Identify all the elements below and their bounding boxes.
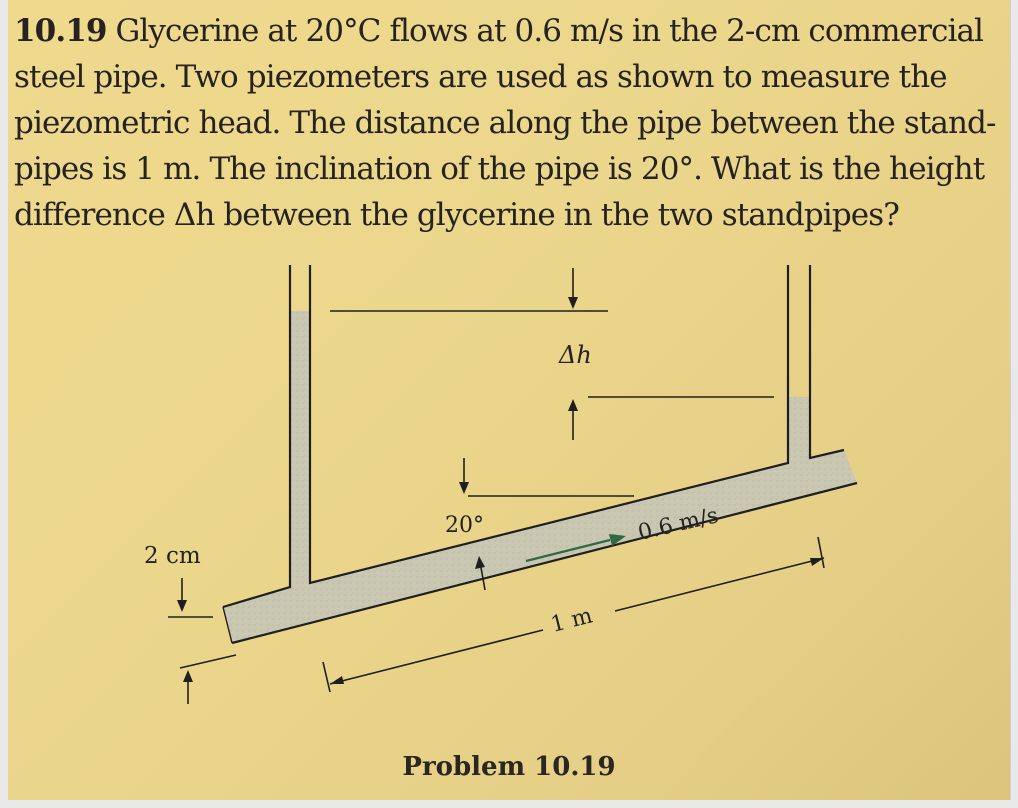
glycerine-fluid: [223, 311, 857, 643]
figure-caption: Problem 10.19: [402, 752, 616, 782]
angle-top-arrowhead: [459, 482, 469, 494]
head-reference-lines: [330, 311, 774, 496]
diameter-top-arrowhead: [177, 600, 187, 612]
textbook-page: [8, 0, 1011, 800]
problem-line-3: piezometric head. The distance along the pipe between the stand-: [14, 105, 996, 141]
problem-line-2: steel pipe. Two piezometers are used as shown to measure the: [14, 59, 947, 95]
dh-bottom-arrowhead: [568, 399, 578, 411]
length-left-tick: [323, 662, 330, 692]
length-left-arrowhead: [330, 676, 344, 684]
problem-line-4: pipes is 1 m. The inclination of the pipe is 20°. What is the height: [14, 151, 985, 187]
length-label: 1 m: [548, 603, 596, 638]
right-standpipe-outer-wall: [810, 265, 844, 458]
left-standpipe-outer-wall: [223, 265, 290, 607]
dh-top-arrowhead: [568, 297, 578, 309]
diameter-bottom-arrowhead: [183, 670, 193, 682]
velocity-label: 0.6 m/s: [635, 503, 721, 546]
dimension-arrows: [168, 268, 578, 704]
pipe-bottom-wall: [232, 483, 857, 643]
problem-line-1-text: Glycerine at 20°C flows at 0.6 m/s in the 2-cm commercial: [115, 13, 984, 49]
diameter-label: 2 cm: [144, 543, 201, 569]
delta-h-label: Δh: [559, 341, 592, 369]
length-right-tick: [818, 537, 824, 568]
problem-line-5: difference Δh between the glycerine in the two standpipes?: [14, 197, 899, 233]
pipe-diagram: [8, 0, 1010, 800]
problem-number: 10.19: [14, 13, 107, 49]
angle-label: 20°: [445, 513, 484, 538]
